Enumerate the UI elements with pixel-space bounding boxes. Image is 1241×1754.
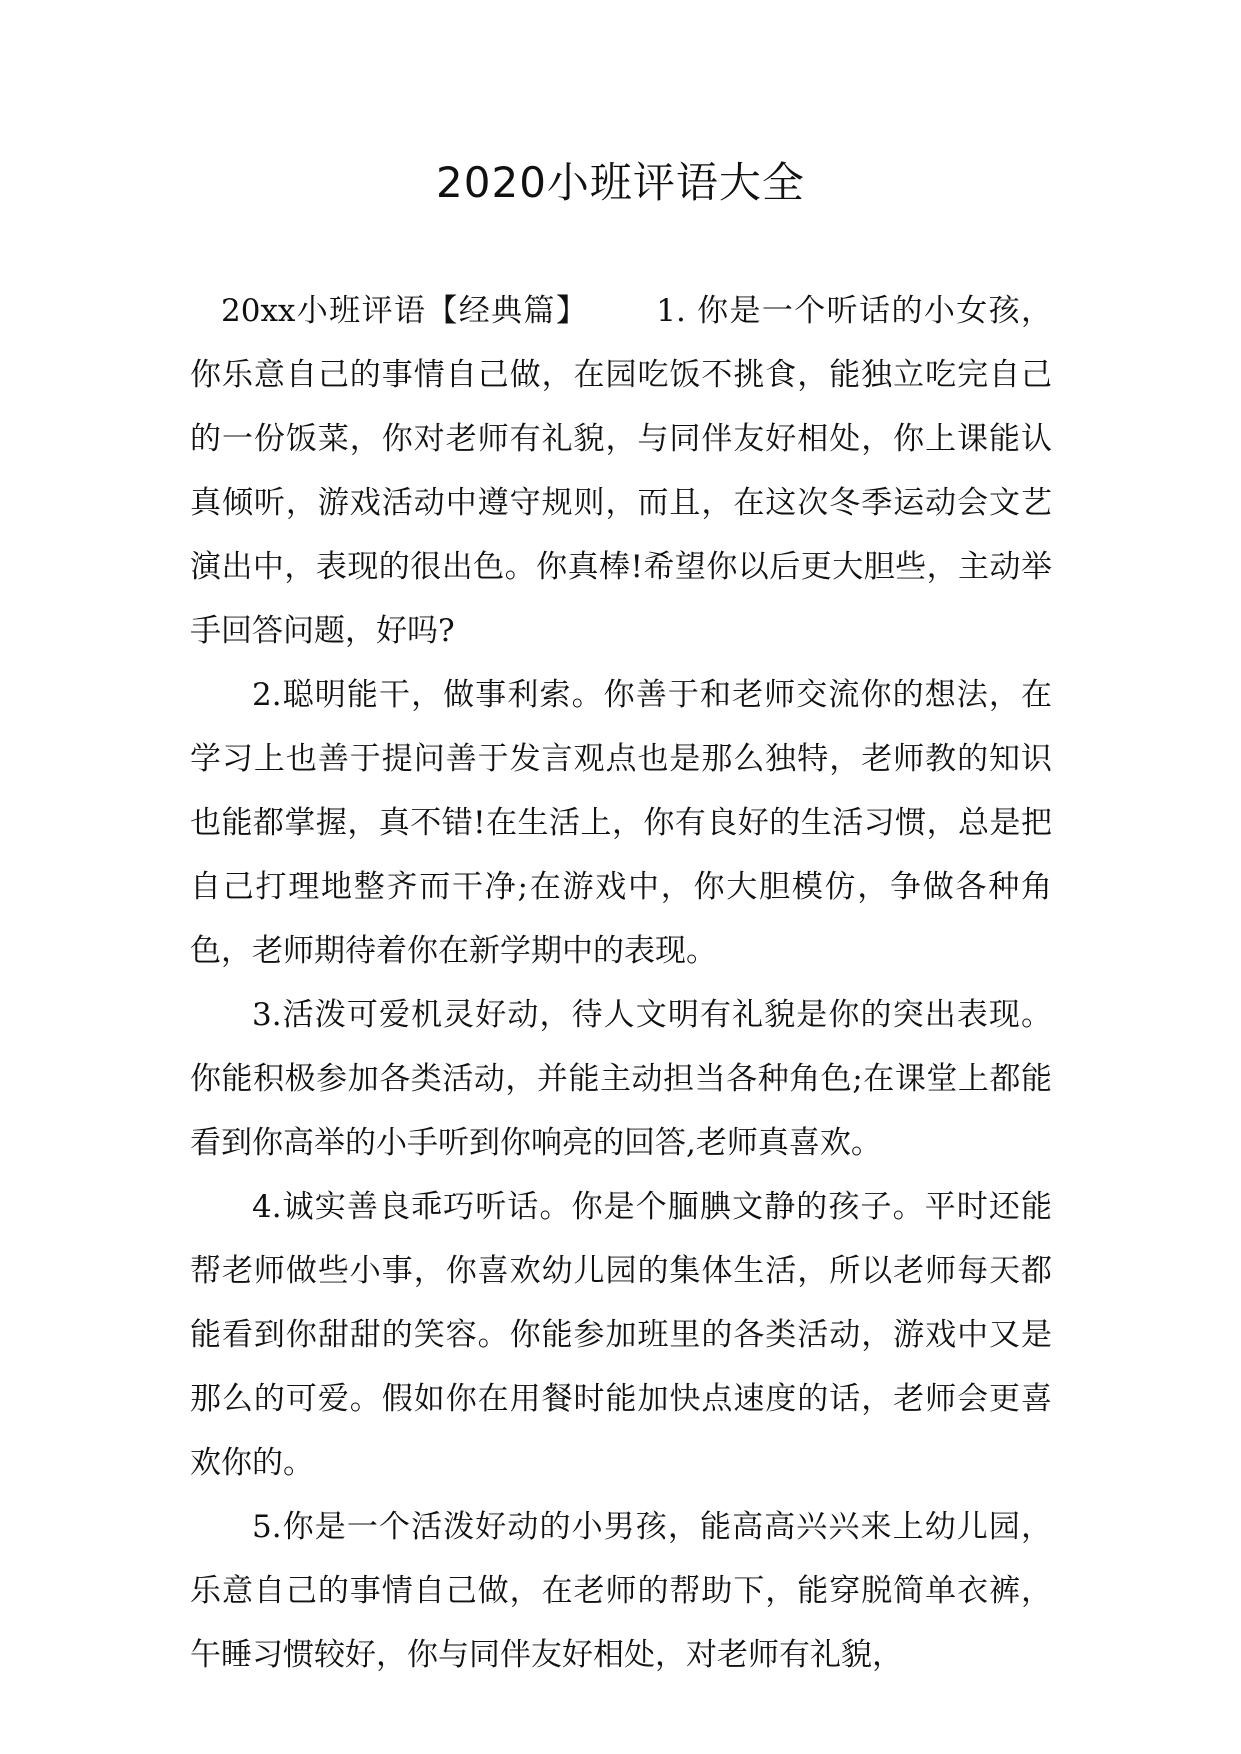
document-body [190,279,1052,1687]
paragraph-4: 4.诚实善良乖巧听话。你是个腼腆文静的孩子。平时还能帮老师做些小事，你喜欢幼儿园的集体生活，所以老师每天都能看到你甜甜的笑容。你能参加班里的各类活动，游戏中又是那么的可爱。假如你在用餐时能加快点速度的话，老师会更喜欢你的。 [190,1189,1052,1481]
paragraph-2: 2.聪明能干，做事利索。你善于和老师交流你的想法，在学习上也善于提问善于发言观点也是那么独特，老师教的知识也能都掌握，真不错!在生活上，你有良好的生活习惯，总是把自己打理地整齐而干净;在游戏中，你大胆模仿，争做各种角色，老师期待着你在新学期中的表现。 [190,677,1052,969]
document-title: 2020小班评语大全 [436,158,805,207]
paragraph-text: 1. 你是一个听话的小女孩，你乐意自己的事情自己做，在园吃饭不挑食，能独立吃完自己的一份饭菜，你对老师有礼貌，与同伴友好相处，你上课能认真倾听，游戏活动中遵守规则，而且，在这次冬季运动会文艺演出中，表现的很出色。你真棒!希望你以后更大胆些，主动举手回答问题，好吗? [190,293,1052,649]
section-label: 20xx小班评语【经典篇】 [221,293,589,329]
paragraph-3: 3.活泼可爱机灵好动，待人文明有礼貌是你的突出表现。你能积极参加各类活动，并能主动担当各种角色;在课堂上都能看到你高举的小手听到你响亮的回答,老师真喜欢。 [190,997,1052,1161]
paragraph-1 [190,279,1052,663]
paragraph-5: 5.你是一个活泼好动的小男孩，能高高兴兴来上幼儿园，乐意自己的事情自己做，在老师的帮助下，能穿脱简单衣裤，午睡习惯较好，你与同伴友好相处，对老师有礼貌， [190,1509,1052,1673]
